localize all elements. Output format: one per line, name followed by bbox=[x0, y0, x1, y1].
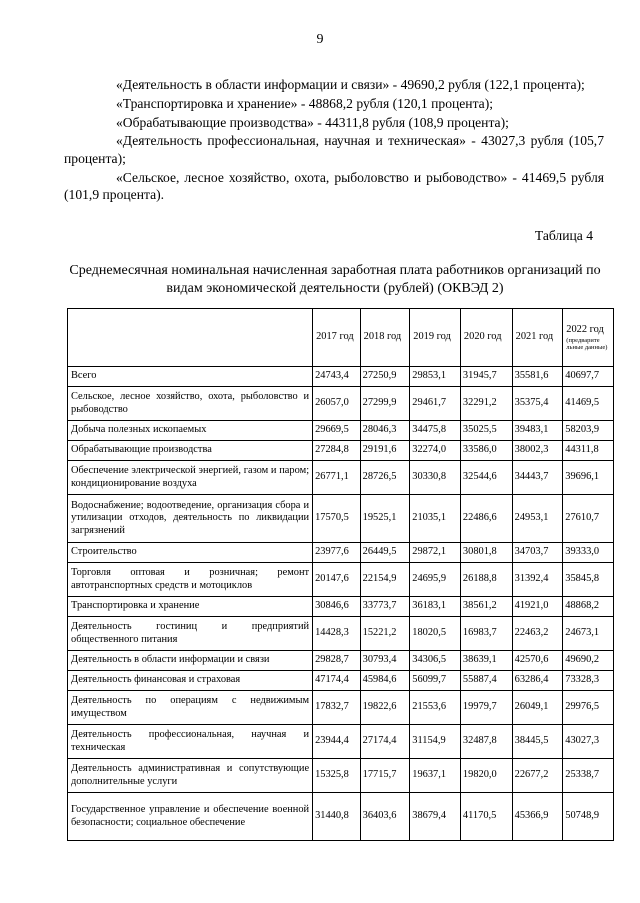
value-cell: 24673,1 bbox=[563, 617, 614, 651]
value-cell: 30793,4 bbox=[360, 651, 410, 671]
header-cell-year: 2020 год bbox=[460, 309, 512, 367]
value-cell: 44311,8 bbox=[563, 441, 614, 461]
value-cell: 31154,9 bbox=[410, 725, 461, 759]
value-cell: 36183,1 bbox=[410, 597, 461, 617]
value-cell: 26188,8 bbox=[460, 563, 512, 597]
value-cell: 39333,0 bbox=[563, 543, 614, 563]
value-cell: 15221,2 bbox=[360, 617, 410, 651]
value-cell: 39483,1 bbox=[512, 421, 563, 441]
table-number: Таблица 4 bbox=[534, 228, 593, 243]
value-cell: 41469,5 bbox=[563, 387, 614, 421]
row-label: Транспортировка и хранение bbox=[68, 597, 313, 617]
value-cell: 38445,5 bbox=[512, 725, 563, 759]
row-label: Добыча полезных ископаемых bbox=[68, 421, 313, 441]
row-label: Обрабатывающие производства bbox=[68, 441, 313, 461]
value-cell: 40697,7 bbox=[563, 367, 614, 387]
value-cell: 20147,6 bbox=[313, 563, 361, 597]
value-cell: 24743,4 bbox=[313, 367, 361, 387]
value-cell: 34306,5 bbox=[410, 651, 461, 671]
value-cell: 26057,0 bbox=[313, 387, 361, 421]
table-row bbox=[68, 759, 614, 793]
value-cell: 29976,5 bbox=[563, 691, 614, 725]
row-label: Деятельность по операциям с недвижимым имуществом bbox=[68, 691, 313, 725]
table-row bbox=[68, 543, 614, 563]
value-cell: 21035,1 bbox=[410, 495, 461, 543]
value-cell: 24953,1 bbox=[512, 495, 563, 543]
value-cell: 19820,0 bbox=[460, 759, 512, 793]
value-cell: 14428,3 bbox=[313, 617, 361, 651]
value-cell: 34475,8 bbox=[410, 421, 461, 441]
value-cell: 35581,6 bbox=[512, 367, 563, 387]
paragraph: «Деятельность в области информации и связи» - 49690,2 рубля (122,1 процента); bbox=[116, 77, 585, 92]
value-cell: 34443,7 bbox=[512, 461, 563, 495]
value-cell: 26049,1 bbox=[512, 691, 563, 725]
header-preliminary-note: (предварите льные данные) bbox=[566, 336, 608, 351]
value-cell: 29669,5 bbox=[313, 421, 361, 441]
value-cell: 39696,1 bbox=[563, 461, 614, 495]
row-label: Деятельность профессиональная, научная и техническая bbox=[68, 725, 313, 759]
value-cell: 41170,5 bbox=[460, 793, 512, 841]
value-cell: 19525,1 bbox=[360, 495, 410, 543]
value-cell: 27284,8 bbox=[313, 441, 361, 461]
table-row bbox=[68, 671, 614, 691]
header-cell-year: 2019 год bbox=[410, 309, 461, 367]
header-cell-year: 2021 год bbox=[512, 309, 563, 367]
header-cell-empty bbox=[68, 309, 313, 367]
value-cell: 35375,4 bbox=[512, 387, 563, 421]
header-year-label: 2022 год bbox=[566, 324, 604, 336]
value-cell: 17715,7 bbox=[360, 759, 410, 793]
value-cell: 45366,9 bbox=[512, 793, 563, 841]
table-row bbox=[68, 597, 614, 617]
value-cell: 27174,4 bbox=[360, 725, 410, 759]
value-cell: 45984,6 bbox=[360, 671, 410, 691]
value-cell: 27250,9 bbox=[360, 367, 410, 387]
value-cell: 30330,8 bbox=[410, 461, 461, 495]
value-cell: 22463,2 bbox=[512, 617, 563, 651]
value-cell: 19979,7 bbox=[460, 691, 512, 725]
value-cell: 38679,4 bbox=[410, 793, 461, 841]
row-label: Обеспечение электрической энергией, газом и паром; кондиционирование воздуха bbox=[68, 461, 313, 495]
table-row bbox=[68, 461, 614, 495]
paragraph: «Транспортировка и хранение» - 48868,2 рубля (120,1 процента); bbox=[116, 95, 494, 111]
table-row bbox=[68, 421, 614, 441]
row-label: Деятельность финансовая и страховая bbox=[68, 671, 313, 691]
value-cell: 36403,6 bbox=[360, 793, 410, 841]
row-label: Деятельность административная и сопутствующие дополнительные услуги bbox=[68, 759, 313, 793]
value-cell: 28046,3 bbox=[360, 421, 410, 441]
table-row bbox=[68, 441, 614, 461]
value-cell: 27299,9 bbox=[360, 387, 410, 421]
value-cell: 26449,5 bbox=[360, 543, 410, 563]
table-row bbox=[68, 651, 614, 671]
value-cell: 21553,6 bbox=[410, 691, 461, 725]
value-cell: 23944,4 bbox=[313, 725, 361, 759]
value-cell: 17832,7 bbox=[313, 691, 361, 725]
value-cell: 32274,0 bbox=[410, 441, 461, 461]
value-cell: 18020,5 bbox=[410, 617, 461, 651]
value-cell: 32291,2 bbox=[460, 387, 512, 421]
value-cell: 27610,7 bbox=[563, 495, 614, 543]
value-cell: 19637,1 bbox=[410, 759, 461, 793]
row-label: Водоснабжение; водоотведение, организация сбора и утилизации отходов, деятельность по ликвидации загрязнений bbox=[68, 495, 313, 543]
row-label: Государственное управление и обеспечение военной безопасности; социальное обеспечение bbox=[68, 793, 313, 841]
value-cell: 55887,4 bbox=[460, 671, 512, 691]
value-cell: 38639,1 bbox=[460, 651, 512, 671]
value-cell: 32487,8 bbox=[460, 725, 512, 759]
value-cell: 31440,8 bbox=[313, 793, 361, 841]
value-cell: 29872,1 bbox=[410, 543, 461, 563]
row-label: Деятельность в области информации и связи bbox=[68, 651, 313, 671]
value-cell: 30846,6 bbox=[313, 597, 361, 617]
value-cell: 47174,4 bbox=[313, 671, 361, 691]
value-cell: 22677,2 bbox=[512, 759, 563, 793]
table-body bbox=[68, 367, 614, 841]
value-cell: 29191,6 bbox=[360, 441, 410, 461]
value-cell: 29828,7 bbox=[313, 651, 361, 671]
value-cell: 16983,7 bbox=[460, 617, 512, 651]
header-cell-year-preliminary bbox=[563, 309, 614, 367]
wages-table bbox=[67, 308, 614, 841]
paragraph: «Сельское, лесное хозяйство, охота, рыболовство и рыбоводство» - 41469,5 рубля (101,9 процента). bbox=[64, 169, 604, 202]
value-cell: 73328,3 bbox=[563, 671, 614, 691]
value-cell: 48868,2 bbox=[563, 597, 614, 617]
page-number: 9 bbox=[316, 32, 324, 47]
table-row bbox=[68, 617, 614, 651]
value-cell: 22486,6 bbox=[460, 495, 512, 543]
value-cell: 15325,8 bbox=[313, 759, 361, 793]
value-cell: 23977,6 bbox=[313, 543, 361, 563]
row-label: Деятельность гостиниц и предприятий общественного питания bbox=[68, 617, 313, 651]
row-label: Строительство bbox=[68, 543, 313, 563]
table-row bbox=[68, 691, 614, 725]
value-cell: 31945,7 bbox=[460, 367, 512, 387]
value-cell: 31392,4 bbox=[512, 563, 563, 597]
row-label: Всего bbox=[68, 367, 313, 387]
value-cell: 33773,7 bbox=[360, 597, 410, 617]
value-cell: 22154,9 bbox=[360, 563, 410, 597]
value-cell: 38561,2 bbox=[460, 597, 512, 617]
value-cell: 29853,1 bbox=[410, 367, 461, 387]
value-cell: 63286,4 bbox=[512, 671, 563, 691]
row-label: Торговля оптовая и розничная; ремонт автотранспортных средств и мотоциклов bbox=[68, 563, 313, 597]
value-cell: 28726,5 bbox=[360, 461, 410, 495]
value-cell: 33586,0 bbox=[460, 441, 512, 461]
header-cell-year: 2018 год bbox=[360, 309, 410, 367]
value-cell: 50748,9 bbox=[563, 793, 614, 841]
paragraph: «Обрабатывающие производства» - 44311,8 рубля (108,9 процента); bbox=[116, 114, 509, 130]
intro-paragraphs bbox=[64, 76, 604, 205]
value-cell: 29461,7 bbox=[410, 387, 461, 421]
value-cell: 35845,8 bbox=[563, 563, 614, 597]
table-row bbox=[68, 367, 614, 387]
value-cell: 58203,9 bbox=[563, 421, 614, 441]
table-title: Среднемесячная номинальная начисленная заработная плата работников организаций по видам экономической деятельности (рублей) (ОКВЭД 2) bbox=[69, 263, 601, 296]
value-cell: 17570,5 bbox=[313, 495, 361, 543]
table-row bbox=[68, 495, 614, 543]
header-cell-year: 2017 год bbox=[313, 309, 361, 367]
value-cell: 26771,1 bbox=[313, 461, 361, 495]
value-cell: 38002,3 bbox=[512, 441, 563, 461]
value-cell: 30801,8 bbox=[460, 543, 512, 563]
value-cell: 49690,2 bbox=[563, 651, 614, 671]
table-row bbox=[68, 387, 614, 421]
row-label: Сельское, лесное хозяйство, охота, рыболовство и рыбоводство bbox=[68, 387, 313, 421]
value-cell: 43027,3 bbox=[563, 725, 614, 759]
value-cell: 32544,6 bbox=[460, 461, 512, 495]
table-header-row bbox=[68, 309, 614, 367]
value-cell: 42570,6 bbox=[512, 651, 563, 671]
value-cell: 25338,7 bbox=[563, 759, 614, 793]
paragraph: «Деятельность профессиональная, научная и техническая» - 43027,3 рубля (105,7 процента); bbox=[64, 133, 604, 166]
value-cell: 19822,6 bbox=[360, 691, 410, 725]
value-cell: 41921,0 bbox=[512, 597, 563, 617]
table-row bbox=[68, 725, 614, 759]
table-row bbox=[68, 793, 614, 841]
value-cell: 35025,5 bbox=[460, 421, 512, 441]
table-row bbox=[68, 563, 614, 597]
value-cell: 24695,9 bbox=[410, 563, 461, 597]
value-cell: 56099,7 bbox=[410, 671, 461, 691]
value-cell: 34703,7 bbox=[512, 543, 563, 563]
